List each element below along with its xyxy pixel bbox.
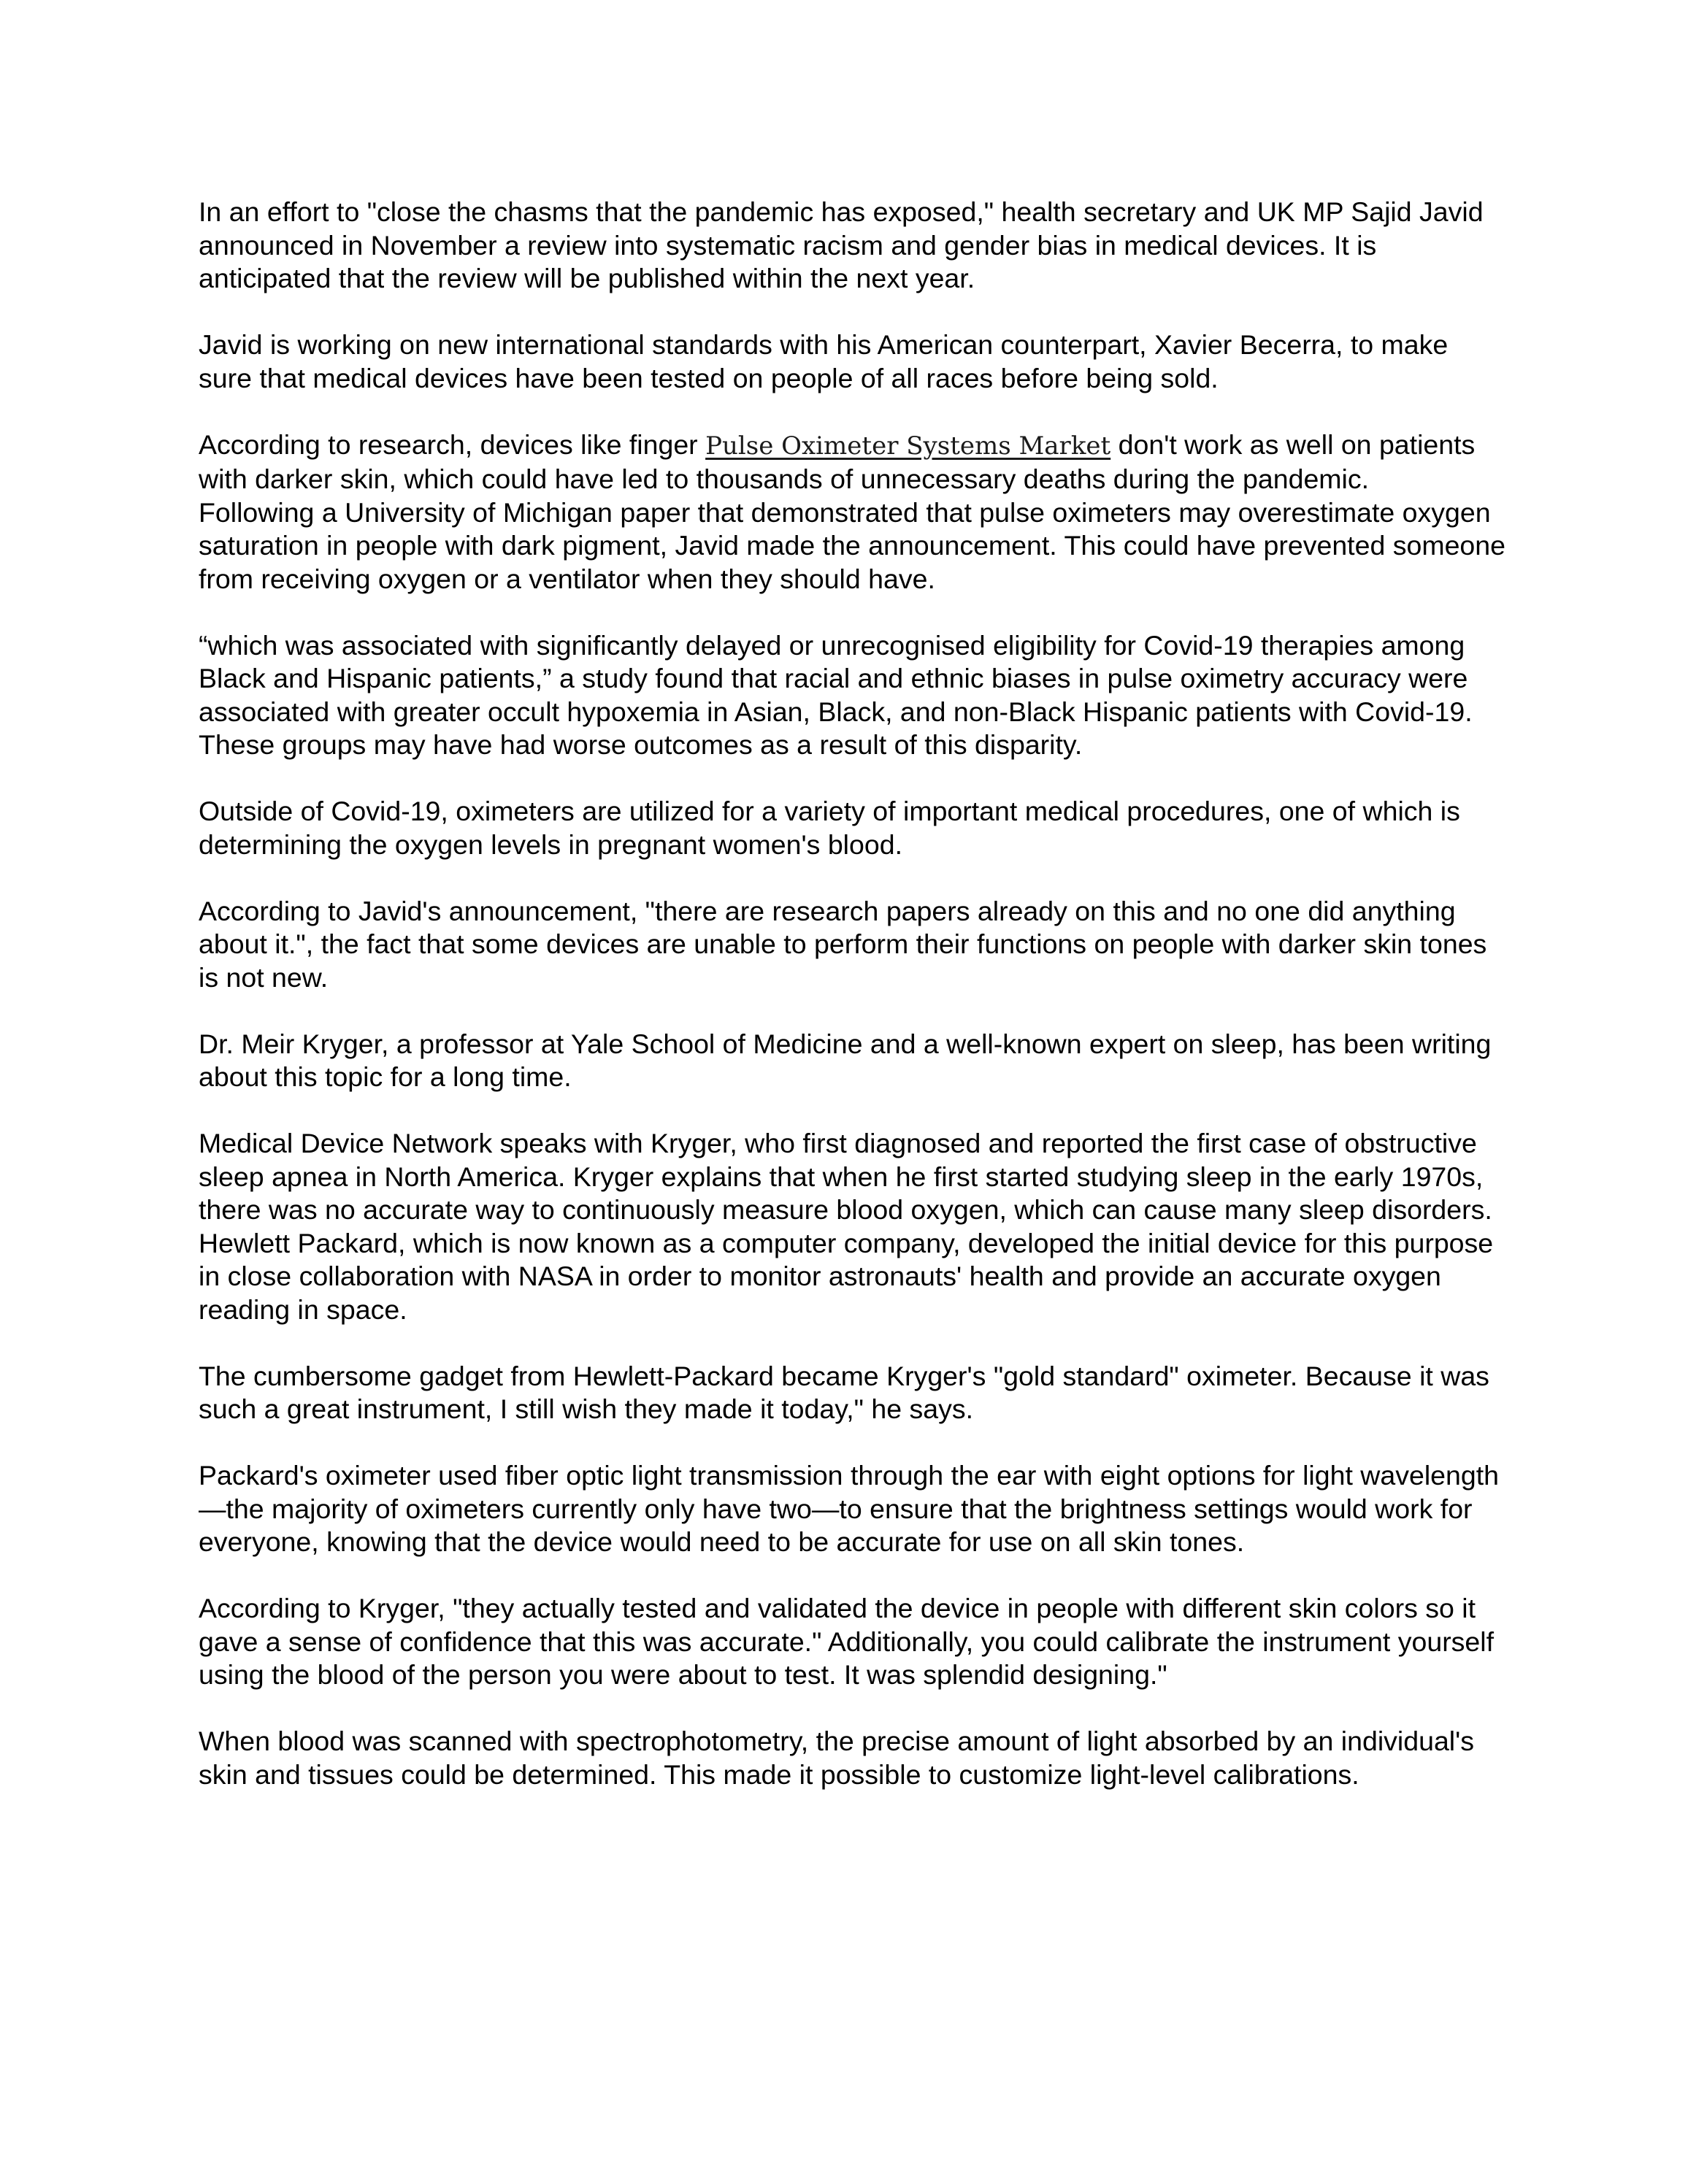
document-body [199, 196, 1505, 1825]
paragraph-gold-standard: The cumbersome gadget from Hewlett-Packard became Kryger's "gold standard" oximeter. Because it was such a great instrument, I still wish they made it today," he says. [199, 1360, 1489, 1424]
paragraph-international-standards: Javid is working on new international standards with his American counterpart, Xavier Becerra, to make sure that medical devices have been tested on people of all races before being sold. [199, 329, 1449, 393]
paragraph-research-devices-tail: don't work as well on patients with darker skin, which could have led to thousands of unnecessary deaths during the pandemic. [199, 428, 1476, 494]
paragraph-kryger-intro: Dr. Meir Kryger, a professor at Yale School of Medicine and a well-known expert on sleep, has been writing about this topic for a long time. [199, 1028, 1492, 1092]
paragraph-research-devices [199, 428, 1505, 496]
paragraph-spectrophotometry: When blood was scanned with spectrophotometry, the precise amount of light absorbed by an individual's skin and tissues could be determined. This made it possible to customize light-level calibrations. [199, 1726, 1475, 1790]
paragraph-michigan-paper: Following a University of Michigan paper that demonstrated that pulse oximeters may overestimate oxygen saturation in people with dark pigment, Javid made the announcement. This could have prevented someone from receiving oxygen or a ventilator when they should have. [199, 496, 1506, 594]
paragraph-javid-announcement: According to Javid's announcement, "there are research papers already on this and no one did anything about it.", the fact that some devices are unable to perform their functions on people with darker skin tones is not new. [199, 895, 1487, 993]
paragraph-other-procedures: Outside of Covid-19, oximeters are utilized for a variety of important medical procedures, one of which is determining the oxygen levels in pregnant women's blood. [199, 796, 1460, 860]
paragraph-hewlett-packard: Hewlett Packard, which is now known as a computer company, developed the initial device for this purpose in close collaboration with NASA in order to monitor astronauts' health and provide an accurate oxygen reading in space. [199, 1227, 1494, 1325]
paragraph-sleep-apnea: Medical Device Network speaks with Kryger, who first diagnosed and reported the first case of obstructive sleep apnea in North America. Kryger explains that when he first started studying sleep in the early 1970s, there was no accurate way to continuously measure blood oxygen, which can cause many sleep disorders. [199, 1128, 1492, 1225]
paragraph-validation: According to Kryger, "they actually tested and validated the device in people with different skin colors so it gave a sense of confidence that this was accurate." Additionally, you could calibrate the instrument yourself using the blood of the person you were about to test. It was splendid designing." [199, 1593, 1495, 1690]
pulse-oximeter-market-link[interactable]: Pulse Oximeter Systems Market [705, 431, 1111, 461]
paragraph-fiber-optic: Packard's oximeter used fiber optic light transmission through the ear with eight options for light wavelength—the majority of oximeters currently only have two—to ensure that the brightness settings would work for everyone, knowing that the device would need to be accurate for use on all skin tones. [199, 1460, 1500, 1557]
paragraph-study-quote: “which was associated with significantly delayed or unrecognised eligibility for Covid-19 therapies among Black and Hispanic patients,” a study found that racial and ethnic biases in pulse oximetry accuracy were associated with greater occult hypoxemia in Asian, Black, and non-Black Hispanic patients with Covid-19. These groups may have had worse outcomes as a result of this disparity. [199, 629, 1473, 760]
paragraph-review-announcement: In an effort to "close the chasms that the pandemic has exposed," health secretary and UK MP Sajid Javid announced in November a review into systematic racism and gender bias in medical devices. It is anticipated that the review will be published within the next year. [199, 196, 1484, 293]
paragraph-research-devices-lead: According to research, devices like finger [199, 428, 706, 460]
